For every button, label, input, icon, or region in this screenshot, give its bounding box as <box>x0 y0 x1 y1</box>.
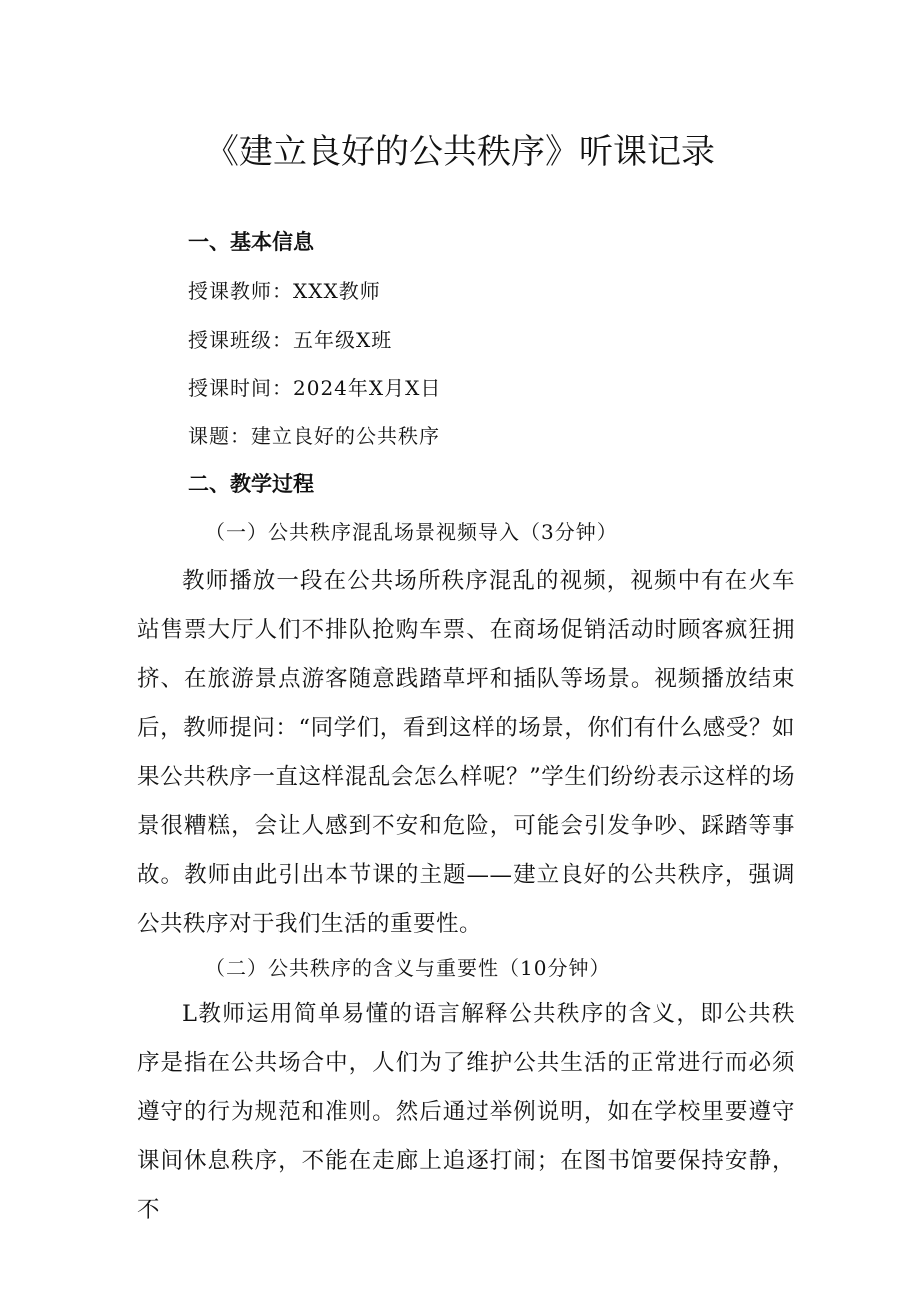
info-topic: 课题：建立良好的公共秩序 <box>188 424 440 448</box>
paragraph-meaning-importance: L教师运用简单易懂的语言解释公共秩序的含义，即公共秩序是指在公共场合中，人们为了维护公共生活的正常进行而必须遵守的行为规范和准则。然后通过举例说明，如在学校里要遵守课间休息秩序，不能在走廊上追逐打闹；在图书馆要保持安静，不 <box>137 1001 795 1223</box>
subsection-heading-video-intro: （一）公共秩序混乱场景视频导入（3分钟） <box>205 520 618 544</box>
info-time: 授课时间：2024年X月X日 <box>188 376 442 400</box>
info-teacher: 授课教师：XXX教师 <box>188 279 381 303</box>
document-title: 《建立良好的公共秩序》听课记录 <box>205 132 715 172</box>
paragraph-video-intro: 教师播放一段在公共场所秩序混乱的视频，视频中有在火车站售票大厅人们不排队抢购车票、在商场促销活动时顾客疯狂拥挤、在旅游景点游客随意践踏草坪和插队等场景。视频播放结束后，教师提问：“同学们，看到这样的场景，你们有什么感受？如果公共秩序一直这样混乱会怎么样呢？”学生们纷纷表示这样的场景很糟糕，会让人感到不安和危险，可能会引发争吵、踩踏等事故。教师由此引出本节课的主题——建立良好的公共秩序，强调公共秩序对于我们生活的重要性。 <box>137 568 795 937</box>
section-heading-basic-info: 一、基本信息 <box>188 230 314 254</box>
section-heading-teaching-process: 二、教学过程 <box>188 472 314 496</box>
subsection-heading-meaning-importance: （二）公共秩序的含义与重要性（10分钟） <box>205 956 611 980</box>
info-class: 授课班级：五年级X班 <box>188 328 393 352</box>
